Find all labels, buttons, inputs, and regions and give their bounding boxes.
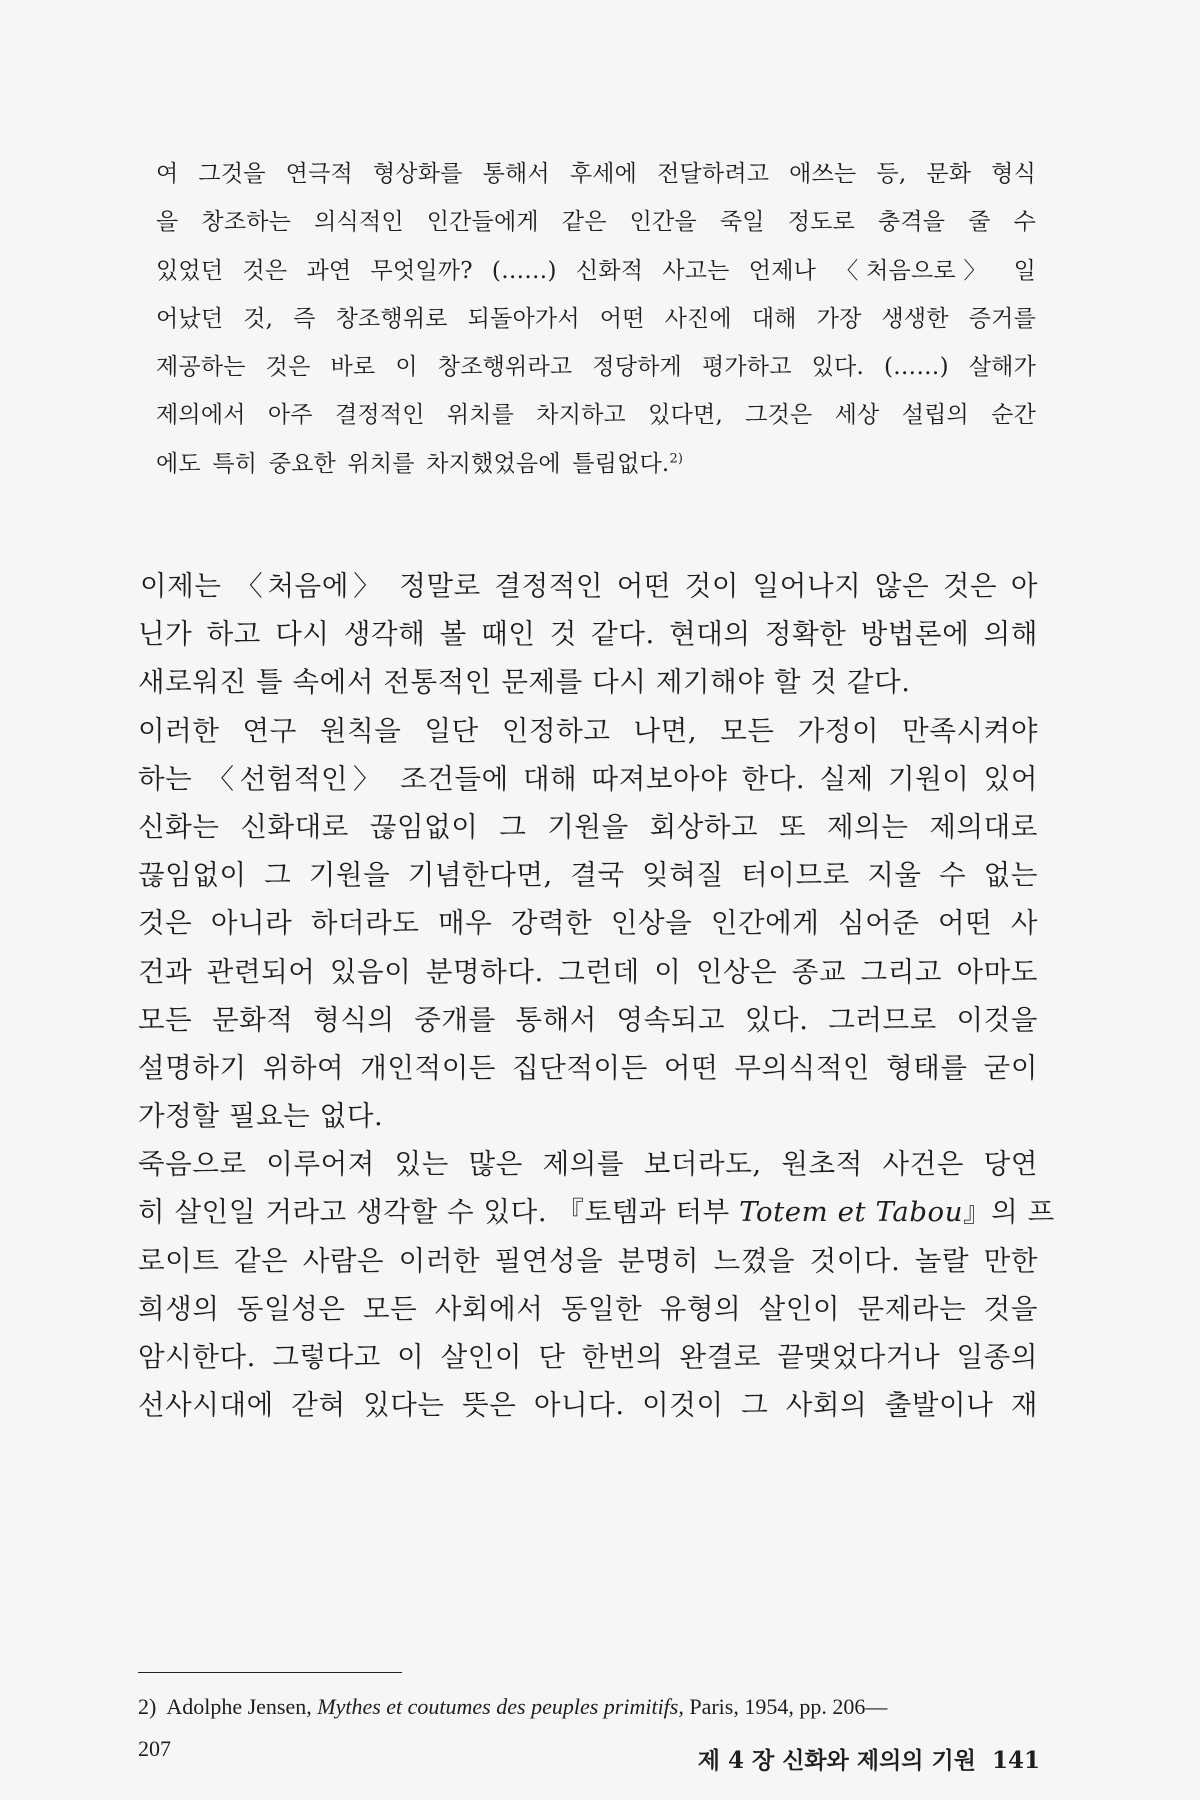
- running-footer: [620, 1742, 1040, 1775]
- paragraph-line: 로이트 같은 사람은 이러한 필연성을 분명히 느꼈을 것이다. 놀랄 만한: [138, 1244, 1038, 1277]
- footnote-divider: [138, 1672, 402, 1673]
- paragraph-line-with-citation: [138, 1188, 1055, 1236]
- block-quotation: [156, 150, 1036, 488]
- footnote-author: Adolphe Jensen,: [166, 1694, 312, 1719]
- quote-line: 제의에서 아주 결정적인 위치를 차지하고 있다면, 그것은 세상 설립의 순간: [156, 402, 1036, 429]
- paragraph-text-tail: 의 프: [991, 1196, 1055, 1229]
- footnote-title: Mythes et coutumes des peuples primitifs,: [317, 1694, 684, 1719]
- paragraph-line: 하는 〈선험적인〉 조건들에 대해 따져보아야 한다. 실제 기원이 있어: [138, 762, 1038, 795]
- paragraph-line: 이러한 연구 원칙을 일단 인정하고 나면, 모든 가정이 만족시켜야: [138, 714, 1038, 747]
- footnote-reference: 2): [669, 451, 684, 467]
- paragraph-line: 새로워진 틀 속에서 전통적인 문제를 다시 제기해야 할 것 같다.: [138, 666, 911, 699]
- paragraph-line: 선사시대에 갇혀 있다는 뜻은 아니다. 이것이 그 사회의 출발이나 재: [138, 1389, 1038, 1422]
- paragraph-line: 신화는 신화대로 끊임없이 그 기원을 회상하고 또 제의는 제의대로: [138, 810, 1038, 843]
- close-bracket: 』: [963, 1196, 992, 1229]
- book-title-korean: 토템과 터부: [584, 1196, 730, 1229]
- quote-line: 제공하는 것은 바로 이 창조행위라고 정당하게 평가하고 있다. (……) 살해가: [156, 354, 1036, 381]
- chapter-title: 제 4 장 신화와 제의의 기원: [697, 1747, 976, 1774]
- quote-line-last: [156, 440, 1036, 488]
- paragraph-line: 끊임없이 그 기원을 기념한다면, 결국 잊혀질 터이므로 지울 수 없는: [138, 859, 1038, 892]
- page-number: 141: [991, 1747, 1040, 1774]
- paragraph-line: 닌가 하고 다시 생각해 볼 때인 것 같다. 현대의 정확한 방법론에 의해: [138, 618, 1038, 651]
- paragraph-line: 가정할 필요는 없다.: [138, 1100, 384, 1133]
- paragraph-line: 죽음으로 이루어져 있는 많은 제의를 보더라도, 원초적 사건은 당연: [138, 1148, 1038, 1181]
- paragraph-line: 건과 관련되어 있음이 분명하다. 그런데 이 인상은 종교 그리고 아마도: [138, 955, 1038, 988]
- footnote-line: [138, 1686, 1038, 1728]
- book-title-original: Totem et Tabou: [739, 1196, 964, 1229]
- paragraph-line: 설명하기 위하여 개인적이든 집단적이든 어떤 무의식적인 형태를 굳이: [138, 1051, 1038, 1084]
- footnote-continuation: 207: [138, 1736, 171, 1761]
- quote-line: 어났던 것, 즉 창조행위로 되돌아가서 어떤 사진에 대해 가장 생생한 증거를: [156, 305, 1036, 332]
- paragraph-text: 히 살인일 거라고 생각할 수 있다.: [138, 1196, 548, 1229]
- paragraph-line: 희생의 동일성은 모든 사회에서 동일한 유형의 살인이 문제라는 것을: [138, 1292, 1038, 1325]
- paragraph-line: 모든 문화적 형식의 중개를 통해서 영속되고 있다. 그러므로 이것을: [138, 1003, 1038, 1036]
- footnote-number: 2): [138, 1694, 157, 1719]
- paragraph-line: 것은 아니라 하더라도 매우 강력한 인상을 인간에게 심어준 어떤 사: [138, 907, 1038, 940]
- quote-line: 을 창조하는 의식적인 인간들에게 같은 인간을 죽일 정도로 충격을 줄 수: [156, 209, 1036, 236]
- quote-line-text: 에도 특히 중요한 위치를 차지했었음에 틀림없다.: [156, 450, 670, 477]
- body-text: [138, 562, 1055, 1429]
- quote-line: 있었던 것은 과연 무엇일까? (……) 신화적 사고는 언제나 〈처음으로〉 일: [156, 257, 1036, 284]
- paragraph-line: 이제는 〈처음에〉 정말로 결정적인 어떤 것이 일어나지 않은 것은 아: [140, 570, 1038, 602]
- quote-line: 여 그것을 연극적 형상화를 통해서 후세에 전달하려고 애쓰는 등, 문화 형식: [156, 161, 1036, 187]
- open-bracket: 『: [556, 1196, 585, 1229]
- paragraph-line: 암시한다. 그렇다고 이 살인이 단 한번의 완결로 끝맺었다거나 일종의: [138, 1341, 1038, 1373]
- footnote-publication: Paris, 1954, pp. 206—: [689, 1694, 888, 1719]
